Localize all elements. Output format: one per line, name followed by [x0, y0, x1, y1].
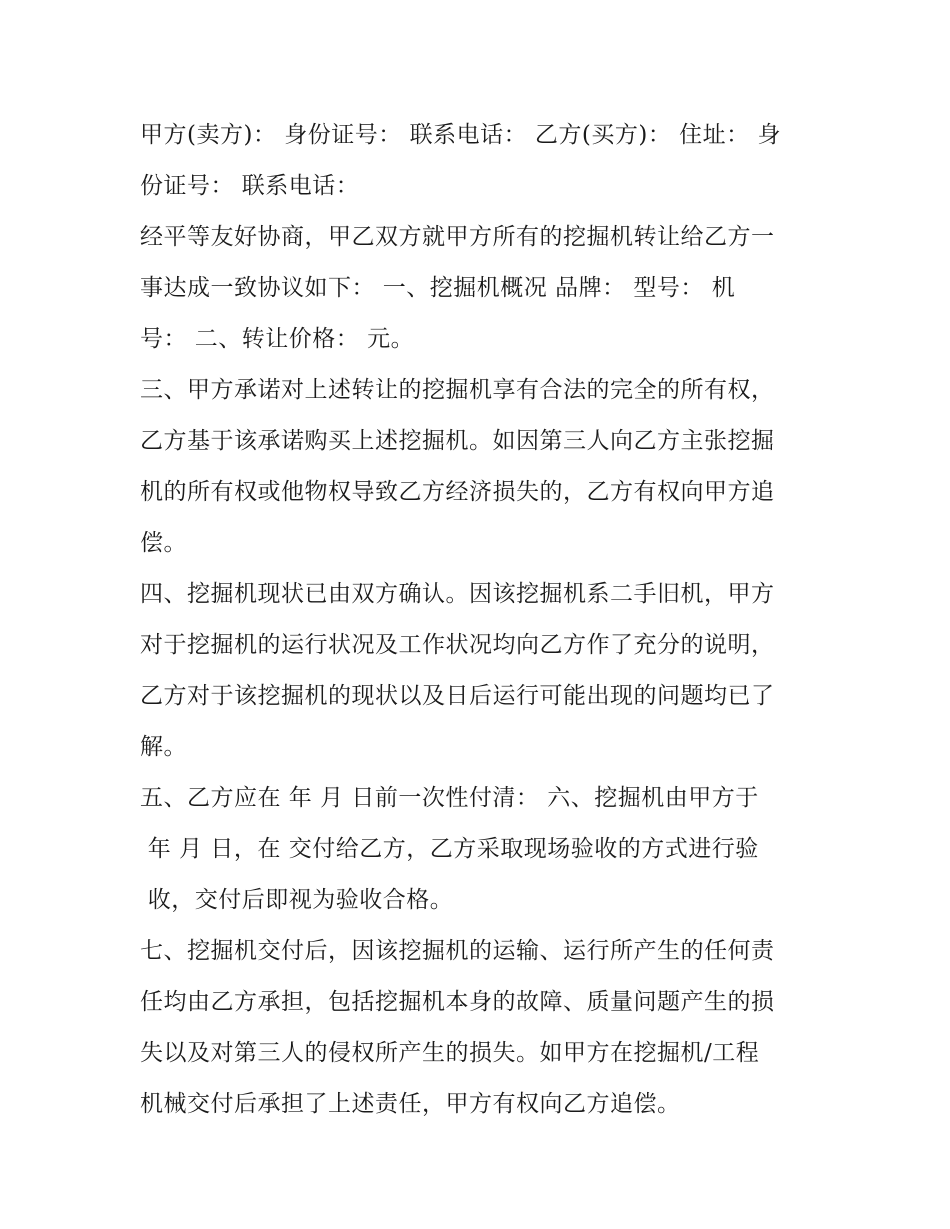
text-line: 收，交付后即视为验收合格。 — [140, 887, 454, 913]
text-line: 甲方(卖方)： 身份证号： 联系电话： 乙方(买方)： 住址： 身 — [140, 122, 781, 148]
text-line: 解。 — [140, 734, 187, 760]
paragraph-clause-3 — [140, 365, 820, 569]
text-line: 五、乙方应在 年 月 日前一次性付清： 六、挖掘机由甲方于 — [140, 785, 759, 811]
text-line: 任均由乙方承担，包括挖掘机本身的故障、质量问题产生的损 — [140, 989, 775, 1015]
text-line: 机的所有权或他物权导致乙方经济损失的，乙方有权向甲方追 — [140, 479, 775, 505]
text-line: 号： 二、转让价格： 元。 — [140, 326, 415, 352]
paragraph-clause-7 — [140, 926, 820, 1130]
paragraph-agreement-intro — [140, 212, 820, 365]
text-line: 乙方基于该承诺购买上述挖掘机。如因第三人向乙方主张挖掘 — [140, 428, 775, 454]
text-line: 份证号： 联系电话： — [140, 173, 360, 199]
paragraph-clause-5-6 — [140, 773, 820, 926]
text-line: 偿。 — [140, 530, 187, 556]
text-line: 对于挖掘机的运行状况及工作状况均向乙方作了充分的说明， — [140, 632, 775, 658]
text-line: 乙方对于该挖掘机的现状以及日后运行可能出现的问题均已了 — [140, 683, 775, 709]
text-line: 年 月 日，在 交付给乙方，乙方采取现场验收的方式进行验 — [140, 836, 759, 862]
text-line: 事达成一致协议如下： 一、挖掘机概况 品牌： 型号： 机 — [140, 275, 736, 301]
text-line: 四、挖掘机现状已由双方确认。因该挖掘机系二手旧机，甲方 — [140, 581, 775, 607]
text-line: 经平等友好协商，甲乙双方就甲方所有的挖掘机转让给乙方一 — [140, 224, 775, 250]
text-line: 七、挖掘机交付后，因该挖掘机的运输、运行所产生的任何责 — [140, 938, 775, 964]
paragraph-parties — [140, 110, 820, 212]
text-line: 三、甲方承诺对上述转让的挖掘机享有合法的完全的所有权， — [140, 377, 775, 403]
text-line: 机械交付后承担了上述责任，甲方有权向乙方追偿。 — [140, 1091, 681, 1117]
document-body — [140, 110, 820, 1130]
paragraph-clause-4 — [140, 569, 820, 773]
text-line: 失以及对第三人的侵权所产生的损失。如甲方在挖掘机/工程 — [140, 1040, 760, 1066]
